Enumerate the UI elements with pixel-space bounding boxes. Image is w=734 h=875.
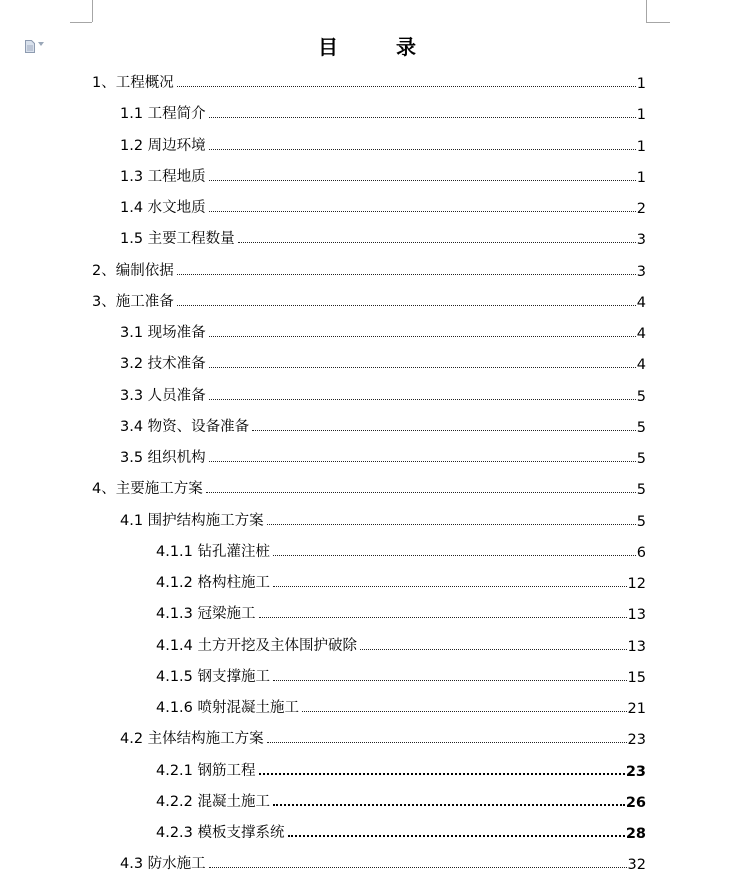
toc-entry[interactable]	[120, 226, 646, 248]
toc-entry-label: 3.5 组织机构	[120, 450, 206, 466]
toc-title-char-2: 录	[396, 35, 416, 59]
toc-leader-dots	[259, 773, 625, 775]
toc-entry[interactable]	[156, 758, 646, 780]
toc-entry-label: 3.2 技术准备	[120, 356, 206, 373]
toc-leader-dots	[259, 617, 627, 618]
toc-entry-page-number: 3	[636, 232, 646, 249]
toc-entry[interactable]	[120, 851, 646, 873]
toc-title	[0, 31, 734, 60]
page-corner-mark-top-right	[646, 0, 647, 22]
toc-entry-page-number: 1	[636, 76, 646, 92]
toc-entry[interactable]	[120, 351, 646, 373]
toc-entry-label: 4.1.6 喷射混凝土施工	[156, 700, 300, 716]
toc-leader-dots	[267, 742, 627, 743]
toc-entry-page-number: 13	[627, 638, 646, 655]
toc-leader-dots	[206, 492, 636, 493]
toc-entry-label: 1、工程概况	[92, 75, 174, 91]
toc-leader-dots	[177, 305, 636, 306]
toc-entry-page-number: 12	[627, 576, 646, 592]
toc-entry[interactable]	[92, 476, 646, 498]
toc-entry-page-number: 5	[636, 513, 646, 530]
toc-entry-page-number: 1	[636, 107, 646, 124]
toc-entry[interactable]	[120, 195, 646, 217]
toc-entry-page-number: 4	[636, 294, 646, 311]
toc-leader-dots	[177, 274, 636, 275]
toc-entry-page-number: 28	[625, 826, 646, 842]
toc-entry[interactable]	[156, 789, 646, 811]
toc-entry-page-number: 26	[625, 794, 646, 811]
toc-entry[interactable]	[156, 570, 646, 592]
toc-entry-label: 4.2.3 模板支撑系统	[156, 825, 285, 841]
toc-entry[interactable]	[120, 133, 646, 155]
toc-entry-page-number: 3	[636, 263, 646, 280]
toc-leader-dots	[177, 86, 636, 87]
toc-entry-page-number: 32	[627, 857, 646, 874]
toc-leader-dots	[252, 430, 636, 431]
toc-entry-label: 1.2 周边环境	[120, 137, 206, 154]
toc-entry-page-number: 23	[625, 763, 646, 780]
toc-leader-dots	[209, 399, 636, 400]
toc-entry-label: 4.2 主体结构施工方案	[120, 731, 264, 748]
toc-entry-page-number: 13	[627, 607, 646, 624]
toc-entry-label: 4.1 围护结构施工方案	[120, 512, 264, 529]
toc-leader-dots	[209, 367, 636, 368]
toc-entry[interactable]	[120, 414, 646, 436]
toc-leader-dots	[209, 117, 636, 118]
toc-entry-label: 1.5 主要工程数量	[120, 231, 235, 248]
toc-entry-label: 3.1 现场准备	[120, 325, 206, 341]
toc-entry-label: 4.1.3 冠梁施工	[156, 606, 256, 623]
toc-entry-label: 4.2.1 钢筋工程	[156, 762, 256, 779]
toc-entry-label: 1.3 工程地质	[120, 168, 206, 185]
toc-leader-dots	[360, 649, 627, 650]
toc-entry-page-number: 5	[636, 388, 646, 405]
toc-entry-label: 4.1.2 格构柱施工	[156, 575, 271, 591]
toc-entry-page-number: 2	[636, 201, 646, 217]
toc-leader-dots	[273, 586, 627, 587]
toc-entry[interactable]	[92, 289, 646, 311]
toc-entry-page-number: 15	[627, 669, 646, 686]
toc-entry[interactable]	[120, 164, 646, 186]
toc-entry[interactable]	[156, 820, 646, 842]
toc-leader-dots	[209, 867, 627, 868]
toc-entry-label: 1.4 水文地质	[120, 200, 206, 216]
toc-entry-page-number: 21	[627, 701, 646, 717]
toc-leader-dots	[209, 180, 636, 181]
toc-entry-page-number: 6	[636, 544, 646, 561]
toc-entry-page-number: 4	[636, 326, 646, 342]
toc-entry-label: 4.3 防水施工	[120, 856, 206, 873]
toc-entry-page-number: 23	[627, 732, 646, 749]
toc-entry[interactable]	[156, 601, 646, 623]
toc-entry-page-number: 5	[636, 419, 646, 436]
toc-entry[interactable]	[156, 695, 646, 717]
toc-entry-label: 4、主要施工方案	[92, 481, 203, 498]
toc-leader-dots	[273, 555, 636, 556]
toc-entry-label: 1.1 工程简介	[120, 106, 206, 123]
toc-entry[interactable]	[156, 539, 646, 561]
toc-entry[interactable]	[156, 633, 646, 655]
page-corner-mark-top-right-h	[646, 22, 670, 23]
toc-leader-dots	[273, 680, 627, 681]
toc-entry-label: 4.2.2 混凝土施工	[156, 793, 271, 810]
toc-entry[interactable]	[120, 320, 646, 342]
toc-entry[interactable]	[120, 726, 646, 748]
toc-leader-dots	[209, 461, 636, 462]
toc-entry[interactable]	[92, 70, 646, 92]
toc-leader-dots	[209, 211, 636, 212]
toc-entry-label: 4.1.5 钢支撑施工	[156, 668, 271, 685]
toc-entry[interactable]	[120, 101, 646, 123]
toc-entry-page-number: 5	[636, 482, 646, 499]
toc-entry-label: 4.1.1 钻孔灌注桩	[156, 543, 271, 560]
toc-leader-dots	[209, 149, 636, 150]
toc-entry-label: 4.1.4 土方开挖及主体围护破除	[156, 637, 358, 654]
toc-entry-page-number: 4	[636, 357, 646, 374]
toc-entry-label: 3.3 人员准备	[120, 387, 206, 404]
toc-entry[interactable]	[120, 383, 646, 405]
toc-entry-page-number: 1	[636, 169, 646, 186]
toc-entry[interactable]	[120, 508, 646, 530]
toc-leader-dots	[302, 711, 627, 712]
toc-leader-dots	[273, 804, 625, 806]
toc-leader-dots	[288, 835, 625, 837]
toc-entry-page-number: 5	[636, 451, 646, 467]
toc-entry[interactable]	[92, 258, 646, 280]
toc-leader-dots	[238, 242, 636, 243]
toc-entry-label: 2、编制依据	[92, 262, 174, 279]
page-corner-mark-top-left	[92, 0, 93, 22]
toc-entry-label: 3.4 物资、设备准备	[120, 418, 250, 435]
toc-entry[interactable]	[120, 445, 646, 467]
toc-leader-dots	[209, 336, 636, 337]
toc-entry[interactable]	[156, 664, 646, 686]
toc-entry-label: 3、施工准备	[92, 293, 174, 310]
toc-title-char-1: 目	[318, 35, 338, 59]
toc-entry-page-number: 1	[636, 138, 646, 155]
toc-leader-dots	[267, 524, 636, 525]
page-corner-mark-top-left-h	[70, 22, 92, 23]
